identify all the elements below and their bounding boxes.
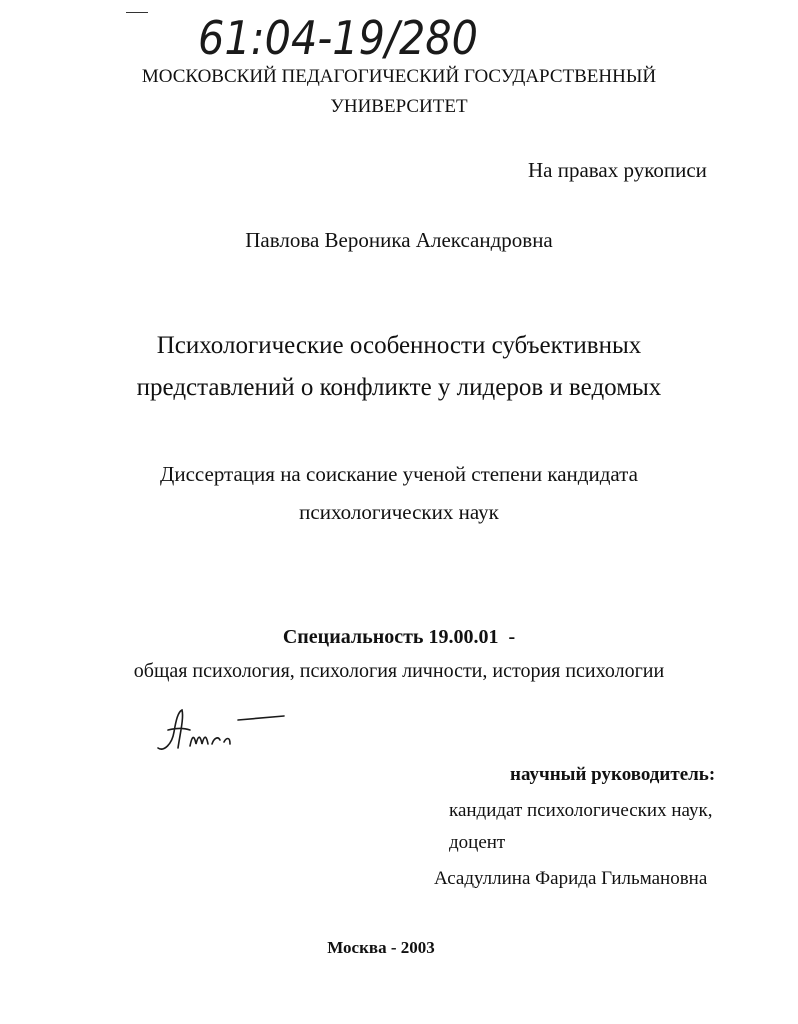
author-name: Павлова Вероника Александровна [245, 228, 553, 252]
signature-dash [238, 716, 284, 720]
manuscript-note: На правах рукописи [528, 158, 707, 182]
specialty-label: Специальность 19.00.01 - [282, 626, 516, 648]
degree-line-2: психологических наук [299, 500, 499, 524]
handwritten-archive-number [196, 8, 486, 66]
advisor-degree: кандидат психологических наук, [449, 800, 713, 821]
specialty-description: общая психология, психология личности, история психологии [133, 660, 665, 682]
institution-line-1: МОСКОВСКИЙ ПЕДАГОГИЧЕСКИЙ ГОСУДАРСТВЕННЫЙ [141, 66, 657, 87]
degree-line-1: Диссертация на соискание ученой степени кандидата [160, 462, 638, 486]
scan-line-top [126, 12, 148, 13]
advisor-name: Асадуллина Фарида Гильмановна [434, 868, 708, 889]
archive-number-text: 61:04-19/280 [198, 11, 478, 65]
handwritten-signature [150, 700, 290, 762]
thesis-title-line-1: Психологические особенности субъективных [156, 332, 642, 359]
signature-stroke [158, 710, 230, 749]
advisor-heading: научный руководитель: [510, 764, 716, 785]
institution-line-2: УНИВЕРСИТЕТ [330, 96, 468, 117]
advisor-rank: доцент [449, 832, 506, 853]
city-year: Москва - 2003 [327, 938, 435, 957]
thesis-title-line-2: представлений о конфликте у лидеров и ведомых [136, 374, 662, 401]
